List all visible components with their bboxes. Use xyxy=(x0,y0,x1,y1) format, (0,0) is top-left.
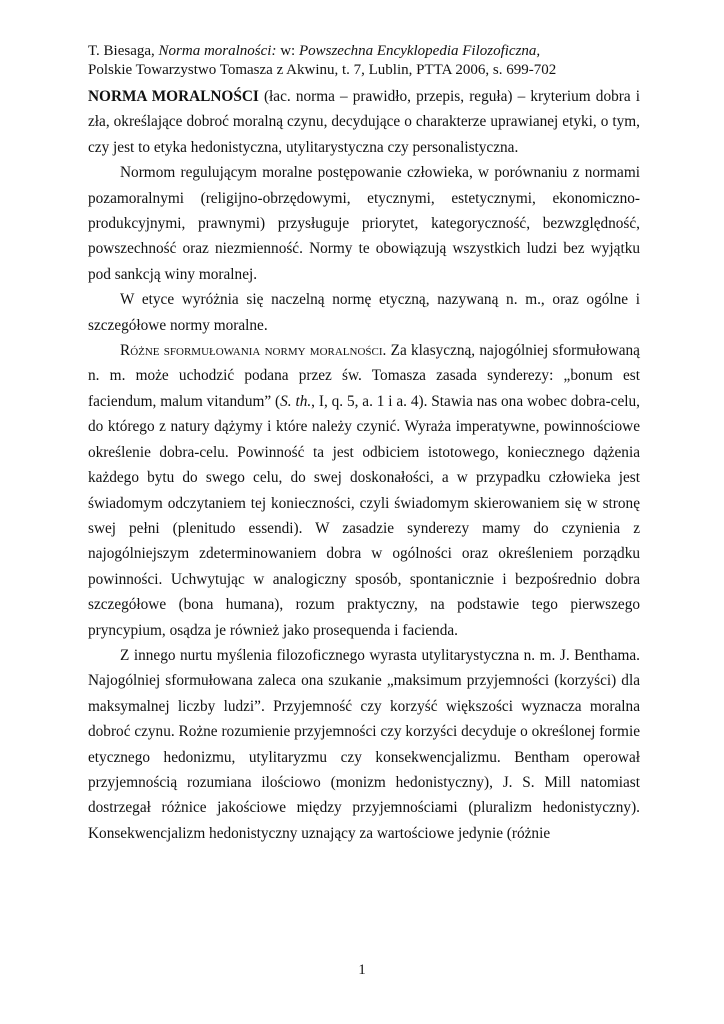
citation-summa: S. th. xyxy=(280,392,312,410)
paragraph-definition xyxy=(88,84,640,160)
formulations-text-a: Za klasyczną, najogólniej sformułowaną n. m. może uchodzić podana przez św. Tomasza zasada synderezy: „bonum est faciendum, malum vitandum” ( xyxy=(88,342,640,410)
formulations-text-b: , I, q. 5, a. 1 i a. 4). Stawia nas ona wobec dobra-celu, do którego z natury dążymy i które należy czynić. Wyraża imperatywne, powinnościowe określenie dobra-celu. Powinność ta jest odbiciem istotowego, koniecznego dążenia każdego bytu do swego celu, do swej doskonałości, a w przypadku człowieka jest świadomym odczytaniem tej konieczności, czyli świadomym skierowaniem się w stronę swej pełni (plenitudo essendi). W zasadzie synderezy mamy do czynienia z najogólniejszym zdeterminowaniem dobra w ogólności oraz określeniem porządku powinności. Uchwytując w analogiczny sposób, spontanicznie i bezpośrednio dobra szczegółowe (bona humana), rozum praktyczny, na podstawie tego pierwszego pryncypium, osądza je również jako prosequenda i facienda. xyxy=(88,392,640,639)
definition-text: (łac. norma – prawidło, przepis, reguła) – kryterium dobra i zła, określające dobroć moralną czynu, decydujące o charakterze uprawianej etyki, o tym, czy jest to etyka hedonistyczna, utylitarystyczna czy personalistyczna. xyxy=(88,88,641,156)
paragraph-utilitarian: Z innego nurtu myślenia filozoficznego wyrasta utylitarystyczna n. m. J. Benthama. Najogólniej sformułowana zaleca ona szukanie „maksimum przyjemności (korzyści) dla maksymalnej liczby ludzi”. Przyjemność czy korzyść większości wyznacza moralna dobroć czynu. Rożne rozumienie przyjemności czy korzyści decyduje o określonej formie etycznego hedonizmu, utylitaryzmu czy konsekwencjalizmu. Bentham operował przyjemnością rozumiana ilościowo (monizm hedonistyczny), J. S. Mill natomiast dostrzegał różnice jakościowe między przyjemnościami (pluralizm hedonistyczny). Konsekwencjalizm hedonistyczny uznający za wartościowe jedynie (różnie xyxy=(88,646,640,842)
entry-headword: NORMA MORALNOŚCI xyxy=(88,88,259,105)
document-page xyxy=(88,42,640,846)
citation-encyclopedia: Powszechna Encyklopedia Filozoficzna, xyxy=(298,43,541,59)
paragraph-formulations xyxy=(88,338,640,643)
citation-header xyxy=(88,42,640,80)
citation-author: T. Biesaga, xyxy=(88,43,159,59)
citation-article-title: Norma moralności: xyxy=(158,43,277,59)
paragraph-distinction: W etyce wyróżnia się naczelną normę etyczną, nazywaną n. m., oraz ogólne i szczegółowe normy moralne. xyxy=(88,291,640,334)
section-heading: Różne sformułowania normy moralności. xyxy=(120,342,387,360)
page-number: 1 xyxy=(358,962,366,978)
paragraph-priority: Normom regulującym moralne postępowanie człowieka, w porównaniu z normami pozamoralnymi (religijno-obrzędowymi, etycznymi, estetycznymi, ekonomiczno-produkcyjnymi, prawnymi) przysługuje priorytet, kategoryczność, bezwzględność, powszechność oraz niezmienność. Normy te obowiązują wszystkich ludzi bez wyjątku pod sankcją winy moralnej. xyxy=(88,164,640,283)
citation-in: w: xyxy=(276,43,299,59)
citation-publisher: Polskie Towarzystwo Tomasza z Akwinu, t. 7, Lublin, PTTA 2006, s. 699-702 xyxy=(88,62,557,78)
article-body xyxy=(88,84,640,846)
